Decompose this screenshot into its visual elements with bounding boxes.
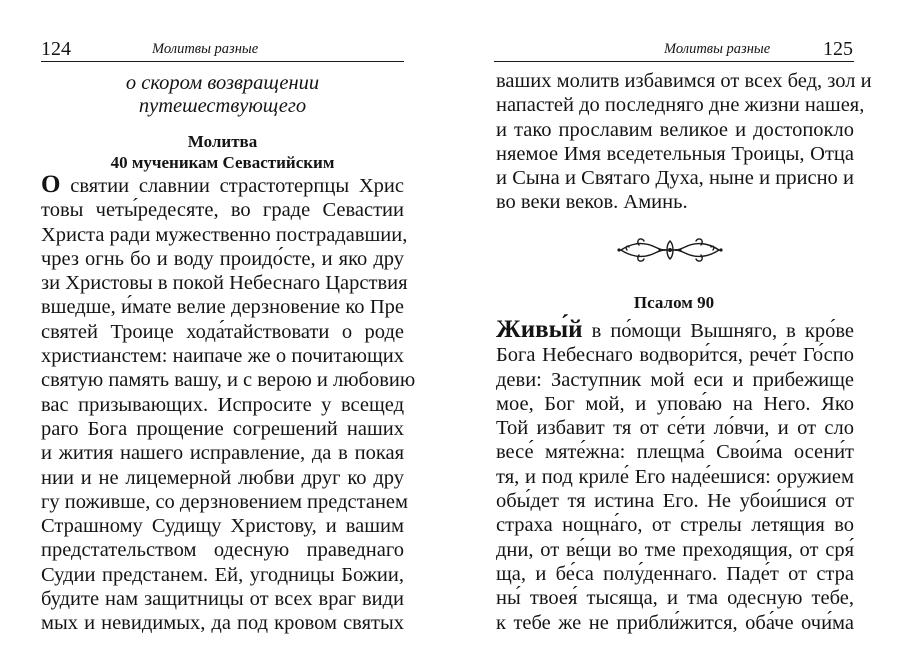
prayer-continuation: [496, 69, 872, 215]
psalm-title: Псалом 90: [633, 293, 715, 312]
text-line: нии и не лицемерной любви друг ко дру: [41, 466, 404, 489]
text-line: будите нам защитницы от всех враг види: [41, 588, 404, 611]
prayer-title-line: 40 мученикам Севастийским: [110, 153, 335, 172]
text-line: к тебе же не прибли́жится, оба́че очи́ма: [496, 611, 854, 634]
prayer-dedication: [41, 72, 404, 118]
text-line: мых и невидимых, да под кровом святых: [41, 612, 404, 635]
text-line: и Сына и Святаго Духа, ныне и присно и: [496, 167, 854, 190]
text-line: ваших молитв избавимся от всех бед, зол и: [496, 70, 872, 92]
ornament-divider: [615, 233, 725, 267]
text-line: [41, 171, 404, 198]
prayer-body: [41, 171, 416, 636]
text-line: дни, от ве́щи во тме преходящия, от сря́: [496, 538, 854, 561]
text-line: вшедше, и́мате велие дерзновение ко Пре: [41, 296, 404, 319]
text-line: гу поживше, со дерзновением предстанем: [41, 490, 408, 513]
text-line: Страшному Судищу Христову, и вашим: [41, 515, 404, 538]
first-line-text: в по́мощи Вышняго, в кро́ве: [582, 320, 854, 342]
prayer-title: [41, 131, 404, 173]
text-line: раго Бога прощение согрешений наших: [41, 417, 404, 440]
text-line: святую память вашу, и с верою и любовию: [41, 369, 416, 392]
text-line: вас призывающих. Испросите у всещед: [41, 393, 404, 416]
text-line: святей Троице хода́тайствовати о роде: [41, 320, 404, 343]
psalm-body: [496, 316, 854, 635]
running-header: [494, 36, 854, 62]
text-line: ща, и бе́са полу́деннаго. Паде́т от стра: [496, 562, 854, 585]
text-line: Христа ради мужественно пострадавшии,: [41, 223, 408, 246]
text-line: напастей до последняго дне жизни нашея,: [496, 94, 865, 117]
running-head-title: Молитвы разные: [664, 41, 771, 57]
text-line: и жития нашего исправление, да в покая: [41, 442, 404, 465]
text-line: чрез огнь бо и воду проидо́сте, и яко дру: [41, 247, 404, 270]
text-line: товы четы́редесяте, во граде Севастии: [41, 199, 404, 222]
text-line: [496, 316, 854, 343]
text-line: деви: Заступник мой еси и прибежище: [496, 368, 854, 391]
text-line: во веки веков. Аминь.: [496, 191, 688, 214]
text-line: няемое Имя вседетельныя Троицы, Отца: [496, 142, 854, 165]
page-number: 125: [823, 38, 853, 60]
header-rule: [41, 61, 404, 62]
text-line: Той избавит тя от се́ти ло́вчи, и от сло: [496, 417, 854, 440]
text-line: страха нощна́го, от стрелы летящия во: [496, 514, 854, 537]
prayer-title-line: Молитва: [187, 132, 258, 151]
text-line: и тако прославим великое и достопокло: [496, 118, 854, 141]
text-line: зи Христовы в покой Небеснаго Царствия: [41, 272, 408, 295]
text-line: Бога Небеснаго водвори́тся, рече́т Го́спо: [496, 344, 854, 367]
page-number: 124: [41, 38, 71, 60]
text-line: предстательством одесную праведнаго: [41, 539, 404, 562]
first-line-text: святии славнии страстотерпцы Хрис: [60, 175, 404, 197]
text-line: христианстем: наипаче же о почитающих: [41, 345, 404, 368]
running-head-title: Молитвы разные: [152, 41, 259, 57]
text-line: мое, Бог мой, и упова́ю на Него. Яко: [496, 392, 854, 415]
text-line: весе́ мяте́жна: плещма́ Свои́ма осени́т: [496, 441, 854, 464]
text-line: Судии предстанем. Ей, угодницы Божии,: [41, 563, 404, 586]
dedication-line: путешествующего: [138, 95, 307, 117]
left-page: [0, 0, 440, 666]
header-rule: [494, 61, 854, 62]
dedication-line: о скором возвращении: [125, 72, 320, 94]
text-line: обы́дет тя истина Его. Не убои́шися от: [496, 490, 854, 513]
right-page: [460, 0, 900, 666]
text-line: ны́ твоея́ тысяща, и тма одесную тебе,: [496, 587, 854, 610]
drop-initial: Живы́й: [496, 316, 583, 343]
running-header: [41, 36, 404, 62]
drop-initial: О: [41, 171, 61, 198]
text-line: тя, и под криле́ Его наде́ешися: оружием: [496, 465, 854, 488]
